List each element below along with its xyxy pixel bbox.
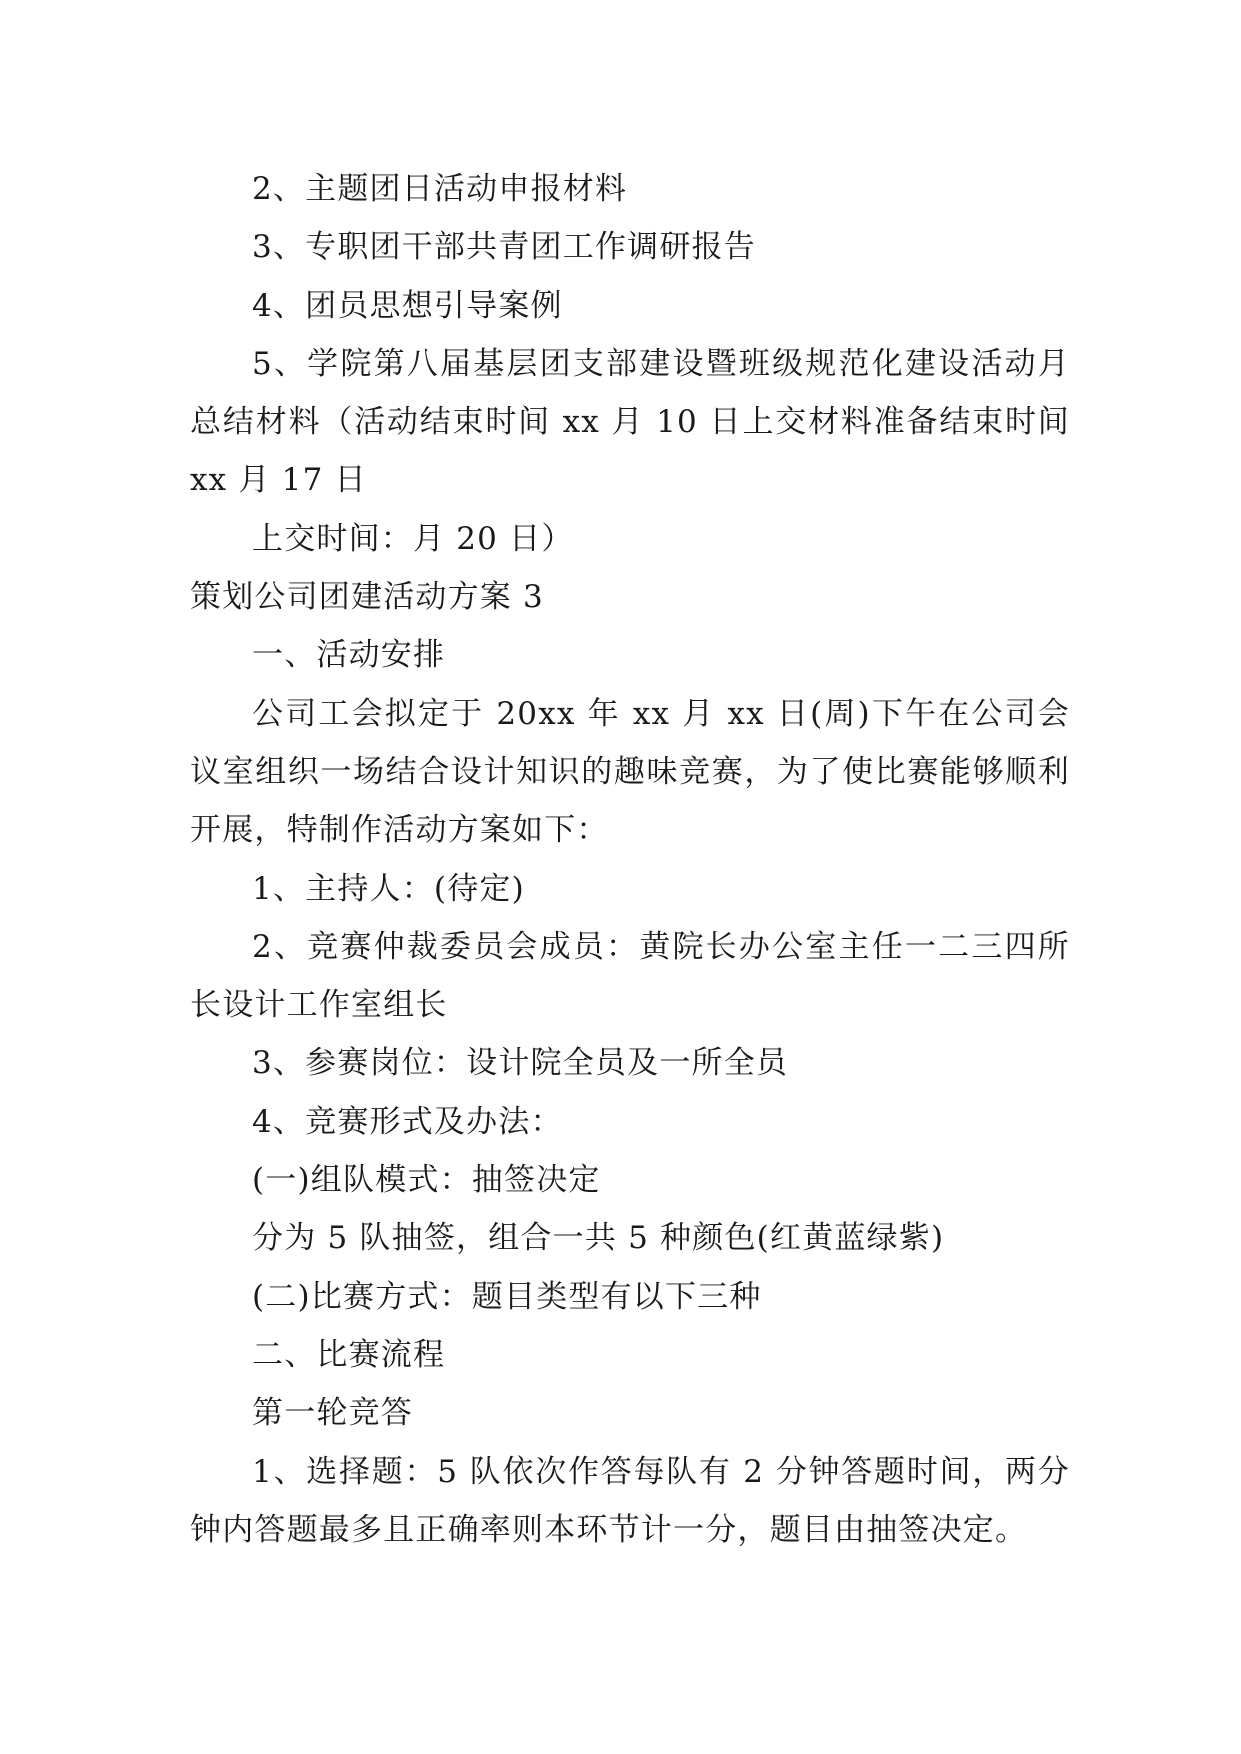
paragraph-intro: 公司工会拟定于 20xx 年 xx 月 xx 日(周)下午在公司会议室组织一场结合设计知识的趣味竞赛，为了使比赛能够顺利开展，特制作活动方案如下： [190,695,1070,849]
list-item-format: 4、竞赛形式及办法： [252,1103,563,1140]
section-title-plan-3: 策划公司团建活动方案 3 [190,579,544,616]
paragraph-multiple-choice: 1、选择题：5 队依次作答每队有 2 分钟答题时间，两分钟内答题最多且正确率则本环节计一分，题目由抽签决定。 [190,1453,1070,1548]
list-item-research-report: 3、专职团干部共青团工作调研报告 [252,229,756,266]
list-item-participants: 3、参赛岗位：设计院全员及一所全员 [252,1045,789,1082]
sub-item-team-mode: (一)组队模式：抽签决定 [252,1162,601,1199]
list-item-guidance-cases: 4、团员思想引导案例 [252,287,563,324]
sub-item-competition-method: (二)比赛方式：题目类型有以下三种 [252,1278,762,1315]
submission-time: 上交时间：月 20 日） [252,520,574,557]
list-item-host: 1、主持人：(待定) [252,870,525,907]
list-item-jury: 2、竞赛仲裁委员会成员：黄院长办公室主任一二三四所长设计工作室组长 [190,928,1070,1024]
heading-activity-arrangement: 一、活动安排 [252,637,446,674]
heading-first-round: 第一轮竞答 [252,1395,413,1432]
heading-competition-process: 二、比赛流程 [252,1336,446,1373]
list-item-theme-day-materials: 2、主题团日活动申报材料 [252,171,628,207]
list-item-summary-materials: 5、学院第八届基层团支部建设暨班级规范化建设活动月总结材料（活动结束时间 xx 月 10 日上交材料准备结束时间 xx 月 17 日 [190,345,1070,499]
document-body [190,160,1070,1559]
paragraph-team-colors: 分为 5 队抽签，组合一共 5 种颜色(红黄蓝绿紫) [252,1220,945,1257]
